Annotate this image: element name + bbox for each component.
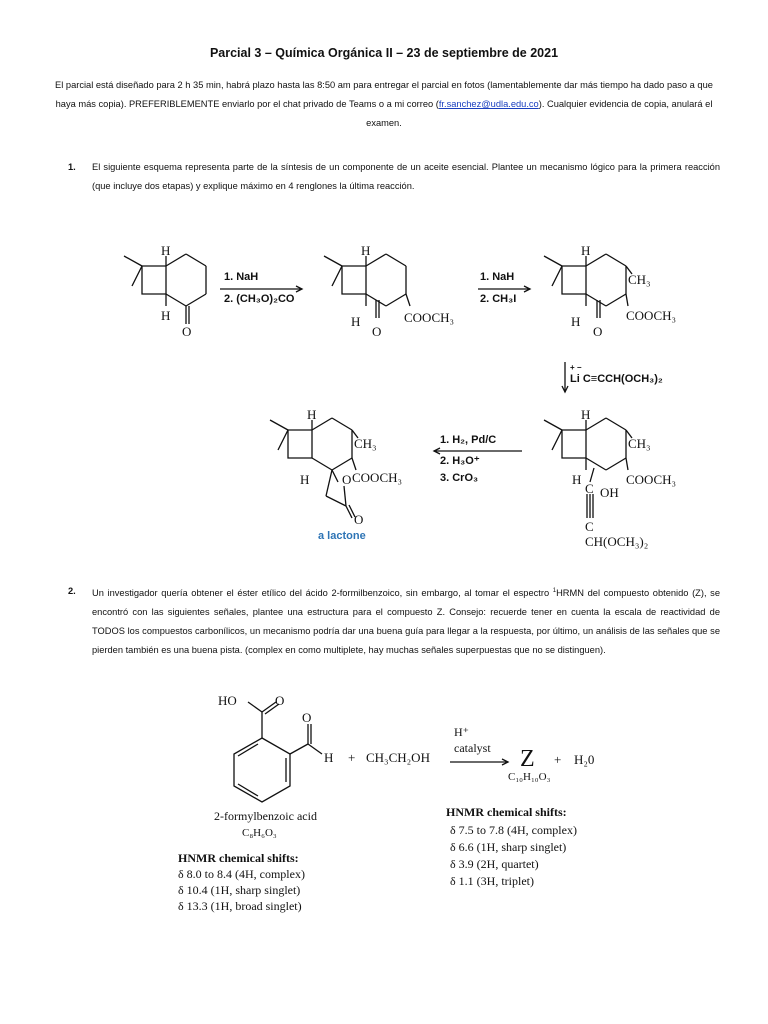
lactone-label: a lactone — [318, 530, 366, 542]
reactant-carboxyl-oxygen: O — [275, 693, 285, 708]
mol-b-h-top: H — [361, 243, 371, 258]
catalyst-label: catalyst — [454, 741, 491, 755]
product-nmr-signal: δ 7.5 to 7.8 (4H, complex) — [450, 823, 577, 837]
mol-c-ester: COOCH₃ — [626, 308, 677, 323]
reactant-hydroxyl: HO — [218, 693, 237, 708]
step3-reagent: Li C≡CCH(OCH₃)₂ — [570, 373, 663, 385]
step1-reagent-1: 1. NaH — [224, 271, 259, 283]
step2-reagent-1: 1. NaH — [480, 271, 515, 283]
mol-c-h-top: H — [581, 243, 591, 258]
water: H₂0 — [574, 752, 595, 767]
step4-reagent-3: 3. CrO₃ — [440, 472, 479, 484]
product-nmr-title: HNMR chemical shifts: — [446, 805, 567, 819]
mol-e-methyl: CH₃ — [354, 436, 377, 451]
mol-d-h-bottom: H — [572, 472, 582, 487]
mol-b-ester: COOCH₃ — [404, 310, 455, 325]
reactant-name: 2-formylbenzoic acid — [214, 809, 317, 823]
mol-a-oxygen: O — [182, 324, 192, 339]
plus-sign-1: + — [348, 750, 356, 765]
mol-e-h-top: H — [307, 407, 317, 422]
question-2-number: 2. — [68, 586, 76, 596]
mol-b-oxygen: O — [372, 324, 382, 339]
reactant-nmr-title: HNMR chemical shifts: — [178, 851, 299, 865]
mol-d-hydroxyl: OH — [600, 485, 619, 500]
mol-b-h-bottom: H — [351, 314, 361, 329]
question-1-text: El siguiente esquema representa parte de la síntesis de un componente de un aceite esencial. Plantee un mecanismo lógico para la primera reacción (que incluye dos etapas) y explique máximo en 4 renglones la última reacción. — [92, 162, 720, 191]
mol-a-h-bottom: H — [161, 308, 171, 323]
acid-catalyst: H⁺ — [454, 725, 469, 739]
mol-d-methyl: CH₃ — [628, 436, 651, 451]
product-z: Z — [520, 746, 535, 772]
product-nmr-signal: δ 1.1 (3H, triplet) — [450, 874, 534, 888]
reactant-nmr-signal: δ 10.4 (1H, sharp singlet) — [178, 883, 301, 897]
step3-charges: + − — [570, 363, 582, 372]
mol-e-carbonyl-oxygen: O — [354, 512, 364, 527]
instructions-text-end: ). Cualquier evidencia de copia, anulará el examen. — [366, 99, 713, 128]
product-z-formula: C₁₀H₁₀O₃ — [508, 771, 551, 783]
reactant-formula: C₈H₆O₃ — [242, 827, 277, 839]
mol-e-ester: COOCH₃ — [352, 470, 403, 485]
step2-reagent-2: 2. CH₃I — [480, 293, 517, 305]
mol-c-oxygen: O — [593, 324, 603, 339]
mol-c-methyl: CH₃ — [628, 272, 651, 287]
mol-d-h-top: H — [581, 407, 591, 422]
question-2-text-start: Un investigador quería obtener el éster etílico del ácido 2-formilbenzoico, sin embargo, al tomar el espectro — [92, 588, 553, 599]
ethanol: CH₃CH₂OH — [366, 750, 430, 765]
step1-reagent-2: 2. (CH₃O)₂CO — [224, 293, 295, 305]
mol-d-carbon: C — [585, 481, 594, 496]
reactant-nmr-signal: δ 13.3 (1H, broad singlet) — [178, 899, 302, 913]
product-nmr-signal: δ 3.9 (2H, quartet) — [450, 857, 539, 871]
exam-title: Parcial 3 – Química Orgánica II – 23 de septiembre de 2021 — [209, 46, 559, 60]
step4-reagent-1: 1. H₂, Pd/C — [440, 434, 497, 446]
mol-d-ester: COOCH₃ — [626, 472, 677, 487]
question-2-text-end: HRMN del compuesto obtenido (Z), se encontró con las siguientes señales, plantee una estructura para el compuesto Z. Consejo: recuerde tener en cuenta la escala de reactividad de TODOS los compuestos carbonílicos, un mecanismo podría dar una buena guía para llegar a la respuesta, por último, un análisis de las señales que se pierden también es una buena pista. (complex en como multiplete, hay muchas señales superpuestas que no se distinguen). — [92, 588, 720, 656]
reactant-aldehyde-h: H — [324, 750, 334, 765]
mol-c-h-bottom: H — [571, 314, 581, 329]
step4-reagent-2: 2. H₃O⁺ — [440, 455, 480, 467]
reactant-nmr-signal: δ 8.0 to 8.4 (4H, complex) — [178, 867, 305, 881]
mol-a-h-top: H — [161, 243, 171, 258]
plus-sign-2: + — [554, 752, 562, 767]
mol-d-acetal: CH(OCH₃)₂ — [585, 534, 649, 549]
email-link[interactable]: fr.sanchez@udla.edu.co — [438, 99, 539, 109]
question-1-number: 1. — [68, 162, 76, 172]
reactant-aldehyde-oxygen: O — [302, 710, 312, 725]
product-nmr-signal: δ 6.6 (1H, sharp singlet) — [450, 840, 567, 854]
instructions-text: El parcial está diseñado para 2 h 35 min, habrá plazo hasta las 8:50 am para entregar el parcial en fotos (lamentablemente dar más tiempo ha dado paso a que haya más copia). PREFERIBLEMENTE enviarlo por el chat privado de Teams o a mi correo ( — [55, 80, 713, 109]
nucleus-superscript: 1 — [552, 588, 557, 594]
mol-e-ring-oxygen: O — [342, 472, 352, 487]
mol-d-alkyne-carbon: C — [585, 519, 594, 534]
mol-e-h-bottom: H — [300, 472, 310, 487]
